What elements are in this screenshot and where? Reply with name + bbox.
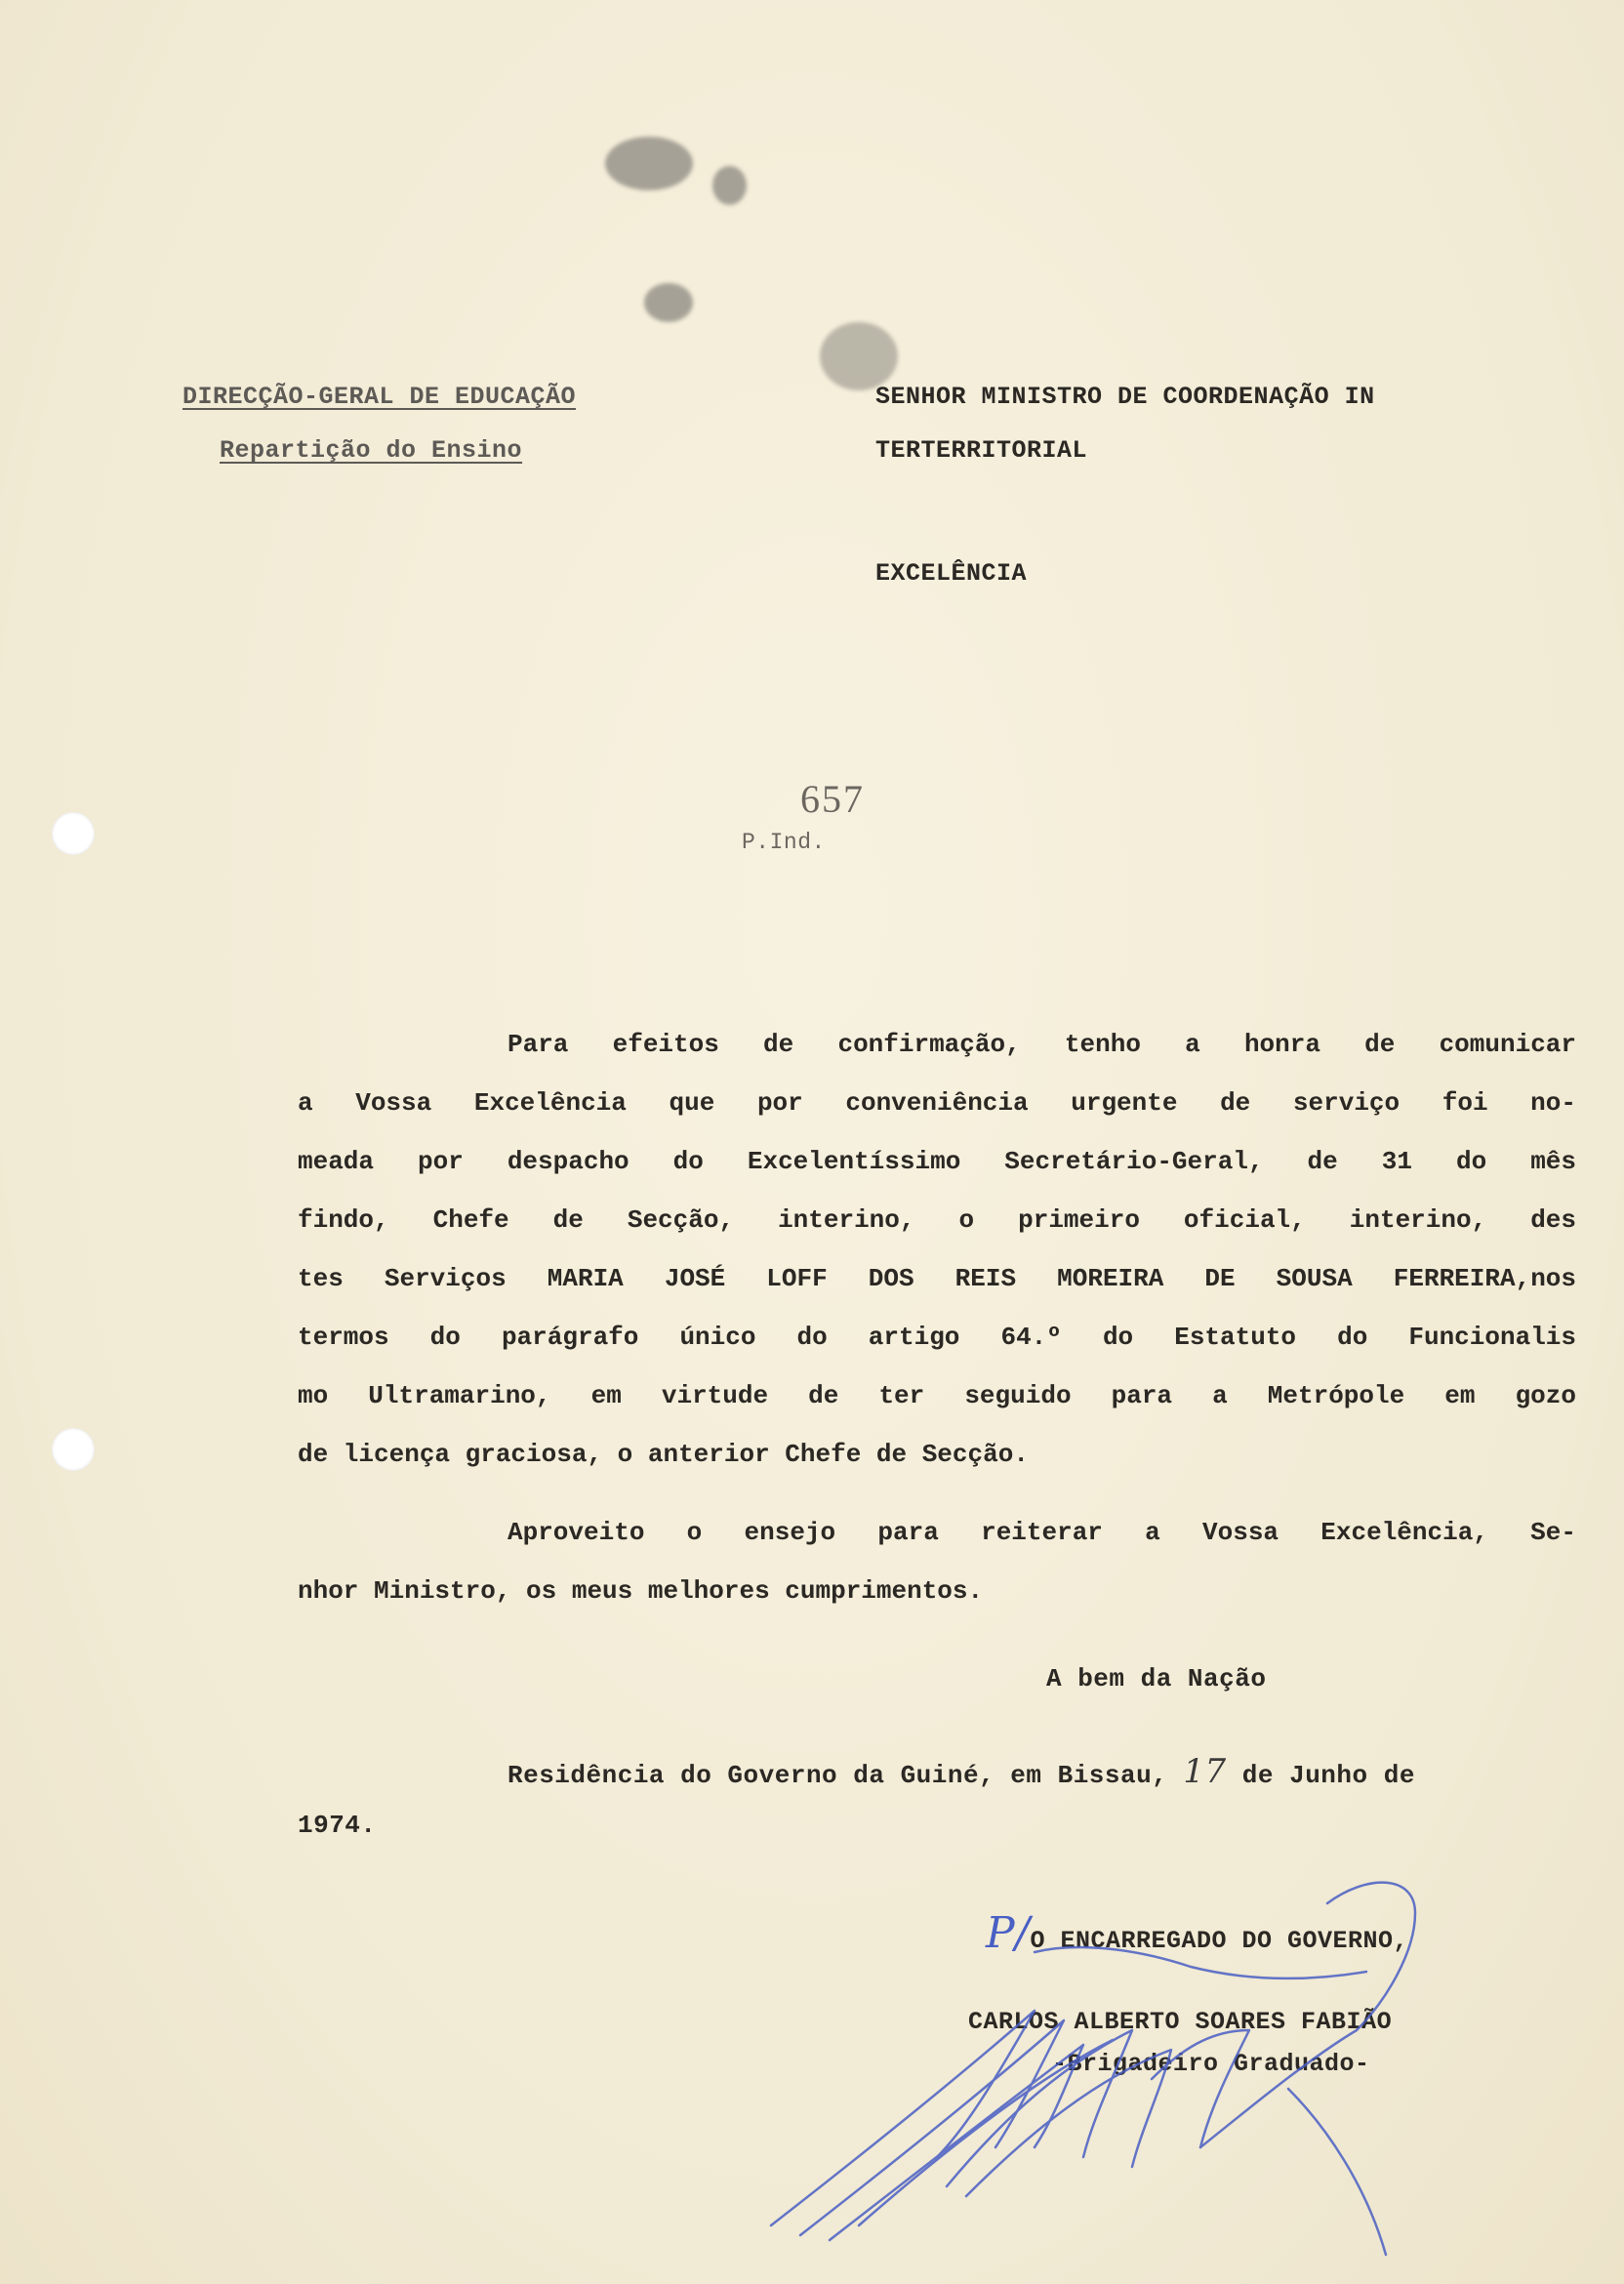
body-line: Para efeitos de confirmação, tenho a honra de comunicar <box>508 1030 1576 1059</box>
signature-stroke <box>1035 1947 1366 1978</box>
body-line: de licença graciosa, o anterior Chefe de Secção. <box>298 1440 1029 1469</box>
body-line: nhor Ministro, os meus melhores cumprimentos. <box>298 1576 984 1606</box>
ink-smudge <box>820 322 898 390</box>
body-line: Aproveito o ensejo para reiterar a Vossa Excelência, Se- <box>508 1518 1576 1547</box>
reference-number: 657 <box>800 777 865 821</box>
body-line: mo Ultramarino, em virtude de ter seguido para a Metrópole em gozo <box>298 1381 1576 1410</box>
addressee-line-1: SENHOR MINISTRO DE COORDENAÇÃO IN <box>875 383 1375 411</box>
date-year: 1974. <box>298 1811 377 1840</box>
reference-code: P.Ind. <box>742 830 826 855</box>
signature-stroke <box>1288 2089 1386 2255</box>
signature-stroke <box>830 2045 1083 2240</box>
signature-stroke <box>800 2020 1064 2235</box>
punch-hole-lower <box>52 1428 95 1471</box>
addressee-line-2: TERTERRITORIAL <box>875 436 1088 465</box>
salutation: EXCELÊNCIA <box>875 559 1028 588</box>
place-date-line: Residência do Governo da Guiné, em Bissau, 17 de Junho de <box>508 1752 1415 1791</box>
ink-smudge <box>605 137 693 190</box>
department-heading: DIRECÇÃO-GERAL DE EDUCAÇÃO <box>183 383 577 411</box>
ink-smudge <box>644 283 693 322</box>
body-line: meada por despacho do Excelentíssimo Secretário-Geral, de 31 do mês <box>298 1147 1576 1176</box>
signatory-rank: -Brigadeiro Graduado- <box>1052 2050 1370 2078</box>
signature-stroke <box>1200 1883 1415 2147</box>
punch-hole-upper <box>52 812 95 855</box>
handwritten-signature <box>742 1835 1483 2264</box>
signatory-name: CARLOS ALBERTO SOARES FABIÃO <box>968 2008 1393 2036</box>
signature-stroke <box>966 2050 1171 2196</box>
body-line: findo, Chefe de Secção, interino, o primeiro oficial, interino, des <box>298 1205 1576 1235</box>
handwritten-day: 17 <box>1183 1752 1227 1791</box>
section-heading: Repartição do Ensino <box>220 436 523 465</box>
body-line: termos do parágrafo único do artigo 64.º do Estatuto do Funcionalis <box>298 1323 1576 1352</box>
body-line: a Vossa Excelência que por conveniência urgente de serviço foi no- <box>298 1088 1576 1118</box>
signature-stroke <box>771 2011 1035 2225</box>
closing-motto: A bem da Nação <box>1046 1664 1267 1693</box>
body-line: tes Serviços MARIA JOSÉ LOFF DOS REIS MOREIRA DE SOUSA FERREIRA,nos <box>298 1264 1576 1293</box>
ink-smudge <box>712 166 747 205</box>
handwritten-per-mark: P/ <box>986 1908 1031 1958</box>
signature-stroke <box>1152 2030 1249 2147</box>
signatory-title: P/O ENCARREGADO DO GOVERNO, <box>986 1908 1408 1958</box>
